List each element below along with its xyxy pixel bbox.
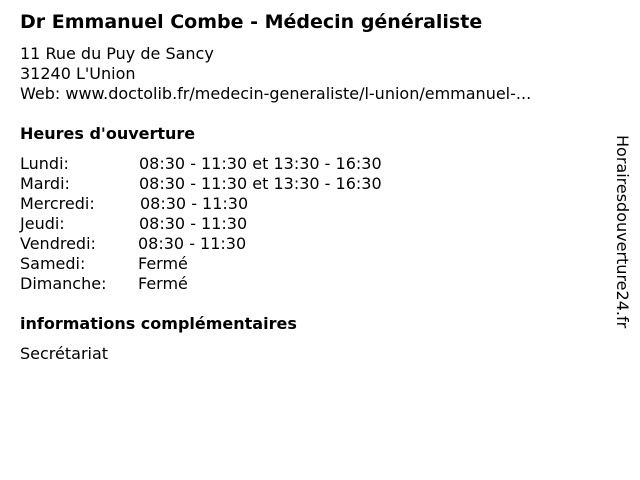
hours-value: Fermé [138,274,188,293]
address-city: 31240 L'Union [20,64,136,83]
day-label: Samedi: [20,254,86,273]
day-label: Mercredi: [20,194,95,213]
hours-value: 08:30 - 11:30 et 13:30 - 16:30 [139,154,382,173]
address-street: 11 Rue du Puy de Sancy [20,44,214,63]
day-label: Lundi: [20,154,69,173]
day-label: Dimanche: [20,274,107,293]
additional-info-heading: informations complémentaires [20,314,297,333]
day-label: Vendredi: [20,234,96,253]
address-website[interactable]: Web: www.doctolib.fr/medecin-generaliste/l-union/emmanuel-... [20,84,532,103]
day-label: Jeudi: [20,214,65,233]
day-label: Mardi: [20,174,70,193]
hours-value: 08:30 - 11:30 et 13:30 - 16:30 [139,174,382,193]
watermark-text: Horairesdouverture24.fr [613,135,632,329]
hours-value: 08:30 - 11:30 [138,234,247,253]
opening-hours-heading: Heures d'ouverture [20,124,196,143]
hours-value: 08:30 - 11:30 [140,194,249,213]
page-title: Dr Emmanuel Combe - Médecin généraliste [20,11,483,33]
hours-value: 08:30 - 11:30 [139,214,248,233]
address-block [20,44,531,104]
hours-value: Fermé [138,254,188,273]
site-watermark [612,135,632,345]
additional-info-text: Secrétariat [20,344,109,363]
